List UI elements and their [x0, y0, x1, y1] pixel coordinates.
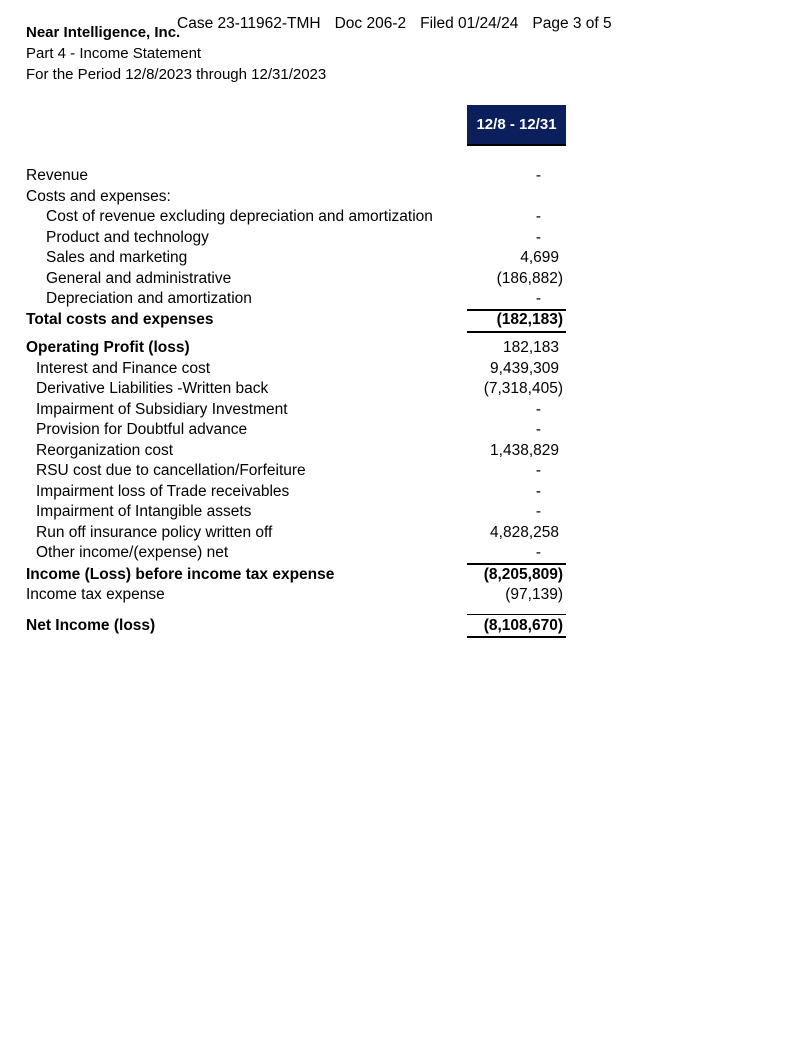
row-run-off-insurance [26, 524, 566, 544]
row-value: - [535, 167, 541, 184]
case-number: Case 23-11962-TMH [177, 15, 321, 32]
row-costs-header [26, 188, 566, 208]
row-label: Provision for Doubtful advance [36, 421, 248, 438]
row-derivative-liabilities [26, 380, 566, 400]
row-operating-profit [26, 339, 566, 359]
row-label: Net Income (loss) [26, 617, 156, 634]
row-label: Total costs and expenses [26, 311, 214, 328]
row-value: (97,139) [505, 586, 563, 603]
row-value: - [535, 544, 541, 561]
row-value: - [535, 421, 541, 438]
row-label: RSU cost due to cancellation/Forfeiture [36, 462, 306, 479]
row-cost-of-revenue [26, 208, 566, 228]
row-label: Revenue [26, 167, 89, 184]
column-header: 12/8 - 12/31 [467, 105, 566, 146]
row-impairment-subsidiary [26, 401, 566, 421]
row-revenue [26, 167, 566, 187]
subtotal-rule [467, 563, 566, 565]
row-income-before-tax [26, 566, 566, 586]
row-general-admin [26, 270, 566, 290]
row-label: Other income/(expense) net [36, 544, 229, 561]
row-product-technology [26, 229, 566, 249]
row-label: Income (Loss) before income tax expense [26, 566, 335, 583]
row-label: Reorganization cost [36, 442, 173, 459]
row-value: (8,205,809) [483, 566, 563, 583]
row-reorganization [26, 442, 566, 462]
row-sales-marketing [26, 249, 566, 269]
row-impairment-intangible [26, 503, 566, 523]
row-label: Costs and expenses: [26, 188, 171, 205]
period-text: For the Period 12/8/2023 through 12/31/2023 [26, 66, 327, 83]
row-label: Product and technology [46, 229, 209, 246]
row-impairment-receivables [26, 483, 566, 503]
subtotal-rule [467, 614, 566, 615]
row-label: Impairment loss of Trade receivables [36, 483, 290, 500]
row-rsu-cost [26, 462, 566, 482]
row-value: 9,439,309 [490, 360, 559, 377]
page-number: Page 3 of 5 [532, 15, 612, 32]
company-name: Near Intelligence, Inc. [26, 24, 181, 41]
row-value: 1,438,829 [490, 442, 559, 459]
row-other-income [26, 544, 566, 564]
row-value: - [535, 462, 541, 479]
row-value: - [535, 290, 541, 307]
row-label: Sales and marketing [46, 249, 188, 266]
doc-number: Doc 206-2 [334, 15, 407, 32]
row-provision-doubtful [26, 421, 566, 441]
row-label: Impairment of Intangible assets [36, 503, 252, 520]
row-label: Run off insurance policy written off [36, 524, 273, 541]
row-value: (8,108,670) [483, 617, 563, 634]
row-value: - [535, 208, 541, 225]
total-rule [467, 331, 566, 333]
row-depreciation [26, 290, 566, 310]
row-label: Impairment of Subsidiary Investment [36, 401, 288, 418]
row-value: (186,882) [496, 270, 563, 287]
row-label: Interest and Finance cost [36, 360, 211, 377]
row-net-income [26, 617, 566, 637]
court-filing-header [177, 15, 626, 33]
row-value: 4,699 [520, 249, 559, 266]
row-value: (7,318,405) [483, 380, 563, 397]
row-label: Cost of revenue excluding depreciation and amortization [46, 208, 433, 225]
row-value: - [535, 503, 541, 520]
filed-date: Filed 01/24/24 [420, 15, 519, 32]
row-label: Income tax expense [26, 586, 165, 603]
total-rule [467, 636, 566, 638]
part-title: Part 4 - Income Statement [26, 45, 202, 62]
row-interest-finance [26, 360, 566, 380]
row-total-costs [26, 311, 566, 331]
row-label: Depreciation and amortization [46, 290, 252, 307]
row-income-tax [26, 586, 566, 606]
row-label: General and administrative [46, 270, 232, 287]
row-value: 4,828,258 [490, 524, 559, 541]
row-value: 182,183 [502, 339, 559, 356]
row-value: - [535, 401, 541, 418]
row-value: - [535, 229, 541, 246]
row-label: Operating Profit (loss) [26, 339, 190, 356]
row-value: - [535, 483, 541, 500]
row-value: (182,183) [496, 311, 563, 328]
row-label: Derivative Liabilities -Written back [36, 380, 269, 397]
